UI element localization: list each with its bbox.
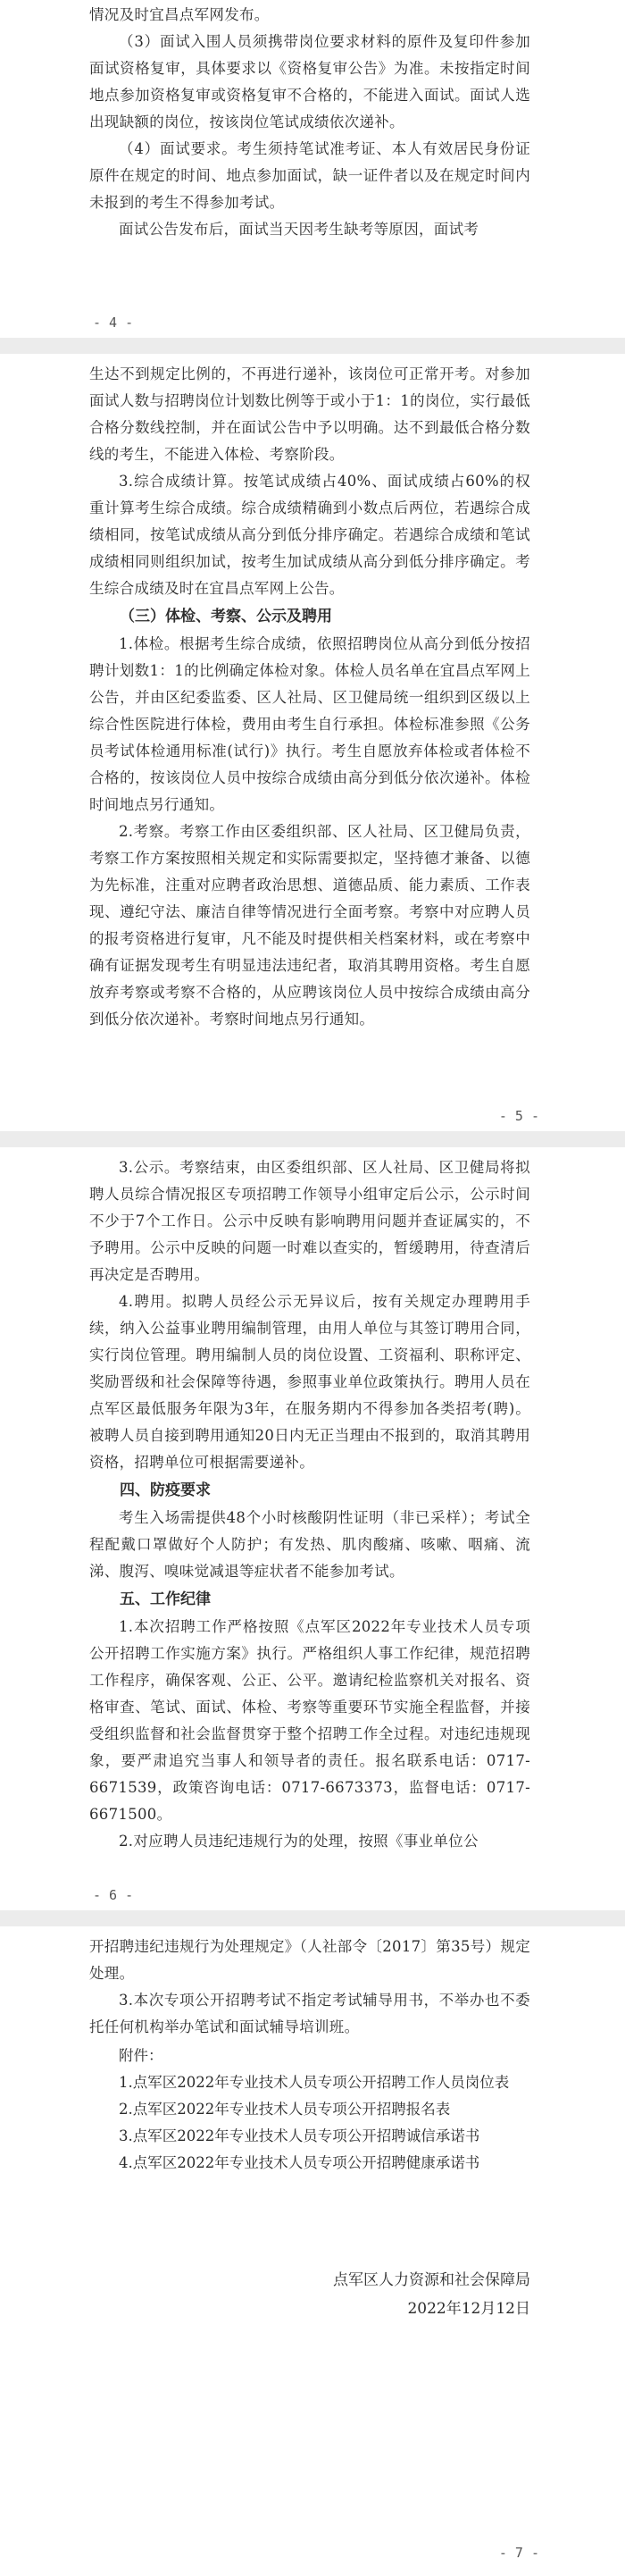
paragraph: 3.综合成绩计算。按笔试成绩占40%、面试成绩占60%的权重计算考生综合成绩。综合成绩精确到小数点后两位，若遇综合成绩相同，按笔试成绩从高分到低分排序确定。若遇综合成绩和笔试成绩相同则组织加试，按考生加试成绩从高分到低分排序确定。考生综合成绩及时在宜昌点军网上公告。 — [89, 473, 530, 597]
page-number: - 6 - — [93, 1887, 134, 1903]
paragraph: 开招聘违纪违规行为处理规定》（人社部令〔2017〕第35号）规定处理。 — [89, 1938, 530, 1982]
paragraph: （3）面试入围人员须携带岗位要求材料的原件及复印件参加面试资格复审，具体要求以《资格复审公告》为准。未按指定时间地点参加资格复审或资格复审不合格的，不能进入面试。面试人选出现缺额的岗位，按该岗位笔试成绩依次递补。 — [89, 33, 530, 130]
page-4-fragment — [0, 0, 625, 306]
page-6 — [0, 1147, 625, 1850]
attachment-item: 3.点军区2022年专业技术人员专项公开招聘诚信承诺书 — [119, 2127, 480, 2144]
paragraph: 3.公示。考察结束，由区委组织部、区人社局、区卫健局将拟聘人员综合情况报区专项招聘工作领导小组审定后公示，公示时间不少于7个工作日。公示中反映有影响聘用问题并查证属实的，不予聘用。公示中反映的问题一时难以查实的，暂缓聘用，待查清后再决定是否聘用。 — [89, 1159, 530, 1283]
signature-date: 2022年12月12日 — [407, 2300, 530, 2318]
attachments-label: 附件： — [119, 2047, 163, 2064]
signature-organization: 点军区人力资源和社会保障局 — [333, 2271, 530, 2289]
section-heading: 四、防疫要求 — [120, 1481, 211, 1499]
attachment-item: 1.点军区2022年专业技术人员专项公开招聘工作人员岗位表 — [119, 2074, 510, 2091]
page-gap — [0, 1910, 625, 1926]
paragraph: 3.本次专项公开招聘考试不指定考试辅导用书，不举办也不委托任何机构举办笔试和面试辅导培训班。 — [89, 1992, 530, 2035]
page-7 — [0, 1926, 625, 2576]
paragraph: 2.对应聘人员违纪违规行为的处理，按照《事业单位公 — [119, 1833, 479, 1850]
section-heading: （三）体检、考察、公示及聘用 — [120, 608, 332, 625]
paragraph: 1.本次招聘工作严格按照《点军区2022年专业技术人员专项公开招聘工作实施方案》执行。严格组织人事工作纪律，规范招聘工作程序，确保客观、公正、公平。邀请纪检监察机关对报名、资格审查、笔试、面试、体检、考察等重要环节实施全程监督，并接受组织监督和社会监督贯穿于整个招聘工作全过程。对违纪违规现象，要严肃追究当事人和领导者的责任。报名联系电话：0717-6671539，政策咨询电话：0717-6673373，监督电话：0717-6671500。 — [89, 1618, 530, 1823]
paragraph: 考生入场需提供48个小时核酸阴性证明（非已采样）；考试全程配戴口罩做好个人防护；有发热、肌肉酸痛、咳嗽、咽痛、流涕、腹泻、嗅味觉减退等症状者不能参加考试。 — [89, 1509, 530, 1580]
paragraph: 1.体检。根据考生综合成绩，依照招聘岗位从高分到低分按招聘计划数1：1的比例确定体检对象。体检人员名单在宜昌点军网上公告，并由区纪委监委、区人社局、区卫健局统一组织到区级以上综合性医院进行体检，费用由考生自行承担。体检标准参照《公务员考试体检通用标准(试行)》执行。考生自愿放弃体检或者体检不合格的，按该岗位人员中按综合成绩由高分到低分依次递补。体检时间地点另行通知。 — [89, 635, 530, 813]
page-gap — [0, 338, 625, 354]
page-number: - 4 - — [93, 315, 134, 331]
paragraph: 4.聘用。拟聘人员经公示无异议后，按有关规定办理聘用手续，纳入公益事业聘用编制管理，由用人单位与其签订聘用合同，实行岗位管理。聘用编制人员的岗位设置、工资福利、职称评定、奖励晋级和社会保障等待遇，参照事业单位政策执行。聘用人员在点军区最低服务年限为3年，在服务期内不得参加各类招考(聘)。被聘人员自接到聘用通知20日内无正当理由不报到的，取消其聘用资格，招聘单位可根据需要递补。 — [89, 1293, 530, 1471]
attachment-item: 2.点军区2022年专业技术人员专项公开招聘报名表 — [119, 2101, 451, 2118]
page-gap — [0, 1131, 625, 1147]
paragraph: 2.考察。考察工作由区委组织部、区人社局、区卫健局负责，考察工作方案按照相关规定和实际需要拟定，坚持德才兼备、以德为先标准，注重对应聘者政治思想、道德品质、能力素质、工作表现、遵纪守法、廉洁自律等情况进行全面考察。考察中对应聘人员的报考资格进行复审，凡不能及时提供相关档案材料，或在考察中确有证据发现考生有明显违法违纪者，取消其聘用资格。考生自愿放弃考察或考察不合格的，从应聘该岗位人员中按综合成绩由高分到低分依次递补。考察时间地点另行通知。 — [89, 823, 530, 1028]
attachment-item: 4.点军区2022年专业技术人员专项公开招聘健康承诺书 — [119, 2154, 480, 2171]
paragraph: 面试公告发布后，面试当天因考生缺考等原因，面试考 — [119, 221, 479, 238]
paragraph: 情况及时宜昌点军网发布。 — [89, 6, 270, 23]
section-heading: 五、工作纪律 — [120, 1590, 211, 1608]
page-number: - 7 - — [498, 2545, 539, 2561]
page-number: - 5 - — [498, 1108, 539, 1124]
paragraph: 生达不到规定比例的，不再进行递补，该岗位可正常开考。对参加面试人数与招聘岗位计划数比例等于或小于1：1的岗位，实行最低合格分数线控制，并在面试公告中予以明确。达不到最低合格分数线的考生，不能进入体检、考察阶段。 — [89, 365, 530, 463]
paragraph: （4）面试要求。考生须持笔试准考证、本人有效居民身份证原件在规定的时间、地点参加面试，缺一证件者以及在规定时间内未报到的考生不得参加考试。 — [89, 140, 530, 211]
